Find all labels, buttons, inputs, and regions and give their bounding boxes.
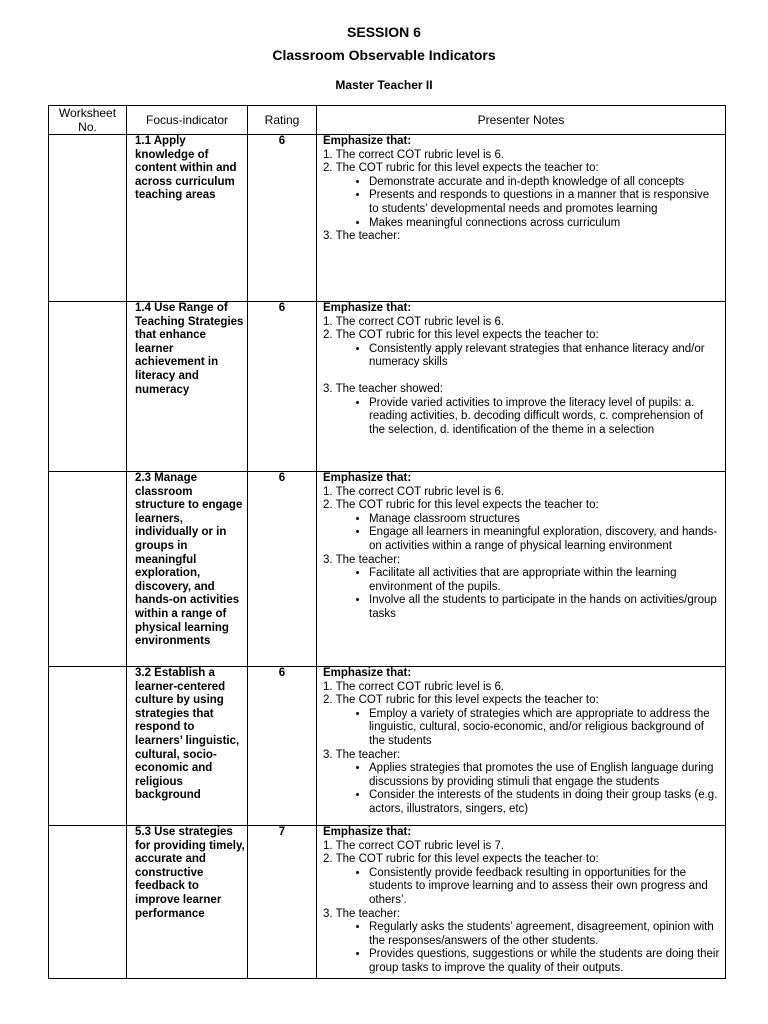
expectation-list	[323, 343, 721, 370]
observation-item: • Regularly asks the students’ agreement, disagreement, opinion with the responses/answers of the other students.	[369, 921, 721, 948]
focus-indicator-cell: 1.4 Use Range of Teaching Strategies that enhance learner achievement in literacy and numeracy	[127, 302, 248, 472]
table-row	[49, 472, 726, 667]
table-header-row	[49, 106, 726, 135]
expectation-list	[323, 708, 721, 749]
observation-item: • Facilitate all activities that are appropriate within the learning environment of the pupils.	[369, 567, 721, 594]
expectation-item: • Makes meaningful connections across curriculum	[369, 217, 721, 231]
column-header-worksheet: Worksheet No.	[49, 106, 127, 135]
expectation-item: • Consistently provide feedback resulting in opportunities for the students to improve learning and to assess their own progress and others’.	[369, 867, 721, 908]
emphasize-label: Emphasize that:	[323, 135, 412, 147]
rating-cell: 6	[248, 472, 317, 667]
focus-indicator-cell: 2.3 Manage classroom structure to engage learners, individually or in groups in meaningful exploration, discovery, and hands-on activities within a range of physical learning environments	[127, 472, 248, 667]
observation-item: • Consider the interests of the students in doing their group tasks (e.g. actors, illustrators, singers, etc)	[369, 789, 721, 816]
expectation-item: • Consistently apply relevant strategies that enhance literacy and/or numeracy skills	[369, 343, 721, 370]
note-line-3: 3. The teacher:	[323, 907, 401, 920]
emphasize-label: Emphasize that:	[323, 667, 412, 679]
worksheet-cell	[49, 667, 127, 826]
focus-indicator-cell: 3.2 Establish a learner-centered culture by using strategies that respond to learners’ linguistic, cultural, socio-economic and religious background	[127, 667, 248, 826]
column-header-rating: Rating	[248, 106, 317, 135]
teacher-observation-list	[323, 921, 721, 975]
rating-cell: 7	[248, 826, 317, 979]
table-row	[49, 135, 726, 302]
expectation-list	[323, 513, 721, 554]
worksheet-cell	[49, 826, 127, 979]
spacer	[323, 370, 721, 383]
role-heading: Master Teacher II	[335, 78, 433, 92]
note-line-2: 2. The COT rubric for this level expects the teacher to:	[323, 853, 599, 866]
presenter-notes-cell	[317, 667, 726, 826]
rating-cell: 6	[248, 135, 317, 302]
teacher-observation-list	[323, 762, 721, 816]
note-line-2: 2. The COT rubric for this level expects the teacher to:	[323, 329, 599, 342]
note-line-1: 1. The correct COT rubric level is 6.	[323, 485, 505, 498]
emphasize-label: Emphasize that:	[323, 826, 412, 838]
worksheet-cell	[49, 472, 127, 667]
table-row	[49, 826, 726, 979]
expectation-list	[323, 867, 721, 908]
expectation-item: • Demonstrate accurate and in-depth knowledge of all concepts	[369, 176, 721, 190]
teacher-observation-list	[323, 397, 721, 438]
note-line-1: 1. The correct COT rubric level is 7.	[323, 839, 505, 852]
column-header-presenter-notes: Presenter Notes	[317, 106, 726, 135]
expectation-item: • Employ a variety of strategies which are appropriate to address the linguistic, cultural, socio-economic, and/or religious background of the students	[369, 708, 721, 749]
observation-item: • Provides questions, suggestions or while the students are doing their group tasks to improve the quality of their outputs.	[369, 948, 721, 975]
presenter-notes-cell	[317, 472, 726, 667]
note-line-2: 2. The COT rubric for this level expects the teacher to:	[323, 162, 599, 175]
document-subtitle: Classroom Observable Indicators	[272, 47, 496, 63]
rating-cell: 6	[248, 667, 317, 826]
expectation-item: • Engage all learners in meaningful exploration, discovery, and hands-on activities within a range of physical learning environment	[369, 526, 721, 553]
note-line-1: 1. The correct COT rubric level is 6.	[323, 148, 505, 161]
observation-item: • Involve all the students to participate in the hands on activities/group tasks	[369, 594, 721, 621]
observation-item: • Provide varied activities to improve the literacy level of pupils: a. reading activities, b. decoding difficult words, c. comprehension of the selection, d. identification of the theme in a selection	[369, 397, 721, 438]
presenter-notes-cell	[317, 302, 726, 472]
indicators-table	[48, 105, 726, 979]
table-row	[49, 667, 726, 826]
presenter-notes-cell	[317, 826, 726, 979]
session-title: SESSION 6	[347, 24, 421, 40]
note-line-3: 3. The teacher:	[323, 553, 401, 566]
note-line-3: 3. The teacher showed:	[323, 382, 443, 395]
note-line-2: 2. The COT rubric for this level expects the teacher to:	[323, 694, 599, 707]
worksheet-cell	[49, 135, 127, 302]
rating-cell: 6	[248, 302, 317, 472]
note-line-1: 1. The correct COT rubric level is 6.	[323, 680, 505, 693]
teacher-observation-list	[323, 567, 721, 621]
table-row	[49, 302, 726, 472]
worksheet-cell	[49, 302, 127, 472]
focus-indicator-cell: 5.3 Use strategies for providing timely, accurate and constructive feedback to improve learner performance	[127, 826, 248, 979]
note-line-3: 3. The teacher:	[323, 230, 401, 243]
note-line-3: 3. The teacher:	[323, 748, 401, 761]
emphasize-label: Emphasize that:	[323, 302, 412, 314]
emphasize-label: Emphasize that:	[323, 472, 412, 484]
presenter-notes-cell	[317, 135, 726, 302]
focus-indicator-cell: 1.1 Apply knowledge of content within and across curriculum teaching areas	[127, 135, 248, 302]
column-header-focus-indicator: Focus-indicator	[127, 106, 248, 135]
note-line-2: 2. The COT rubric for this level expects the teacher to:	[323, 499, 599, 512]
expectation-item: • Presents and responds to questions in a manner that is responsive to students’ developmental needs and promotes learning	[369, 189, 721, 216]
note-line-1: 1. The correct COT rubric level is 6.	[323, 315, 505, 328]
observation-item: • Applies strategies that promotes the use of English language during discussions by providing stimuli that engage the students	[369, 762, 721, 789]
expectation-list	[323, 176, 721, 230]
expectation-item: • Manage classroom structures	[369, 513, 721, 527]
